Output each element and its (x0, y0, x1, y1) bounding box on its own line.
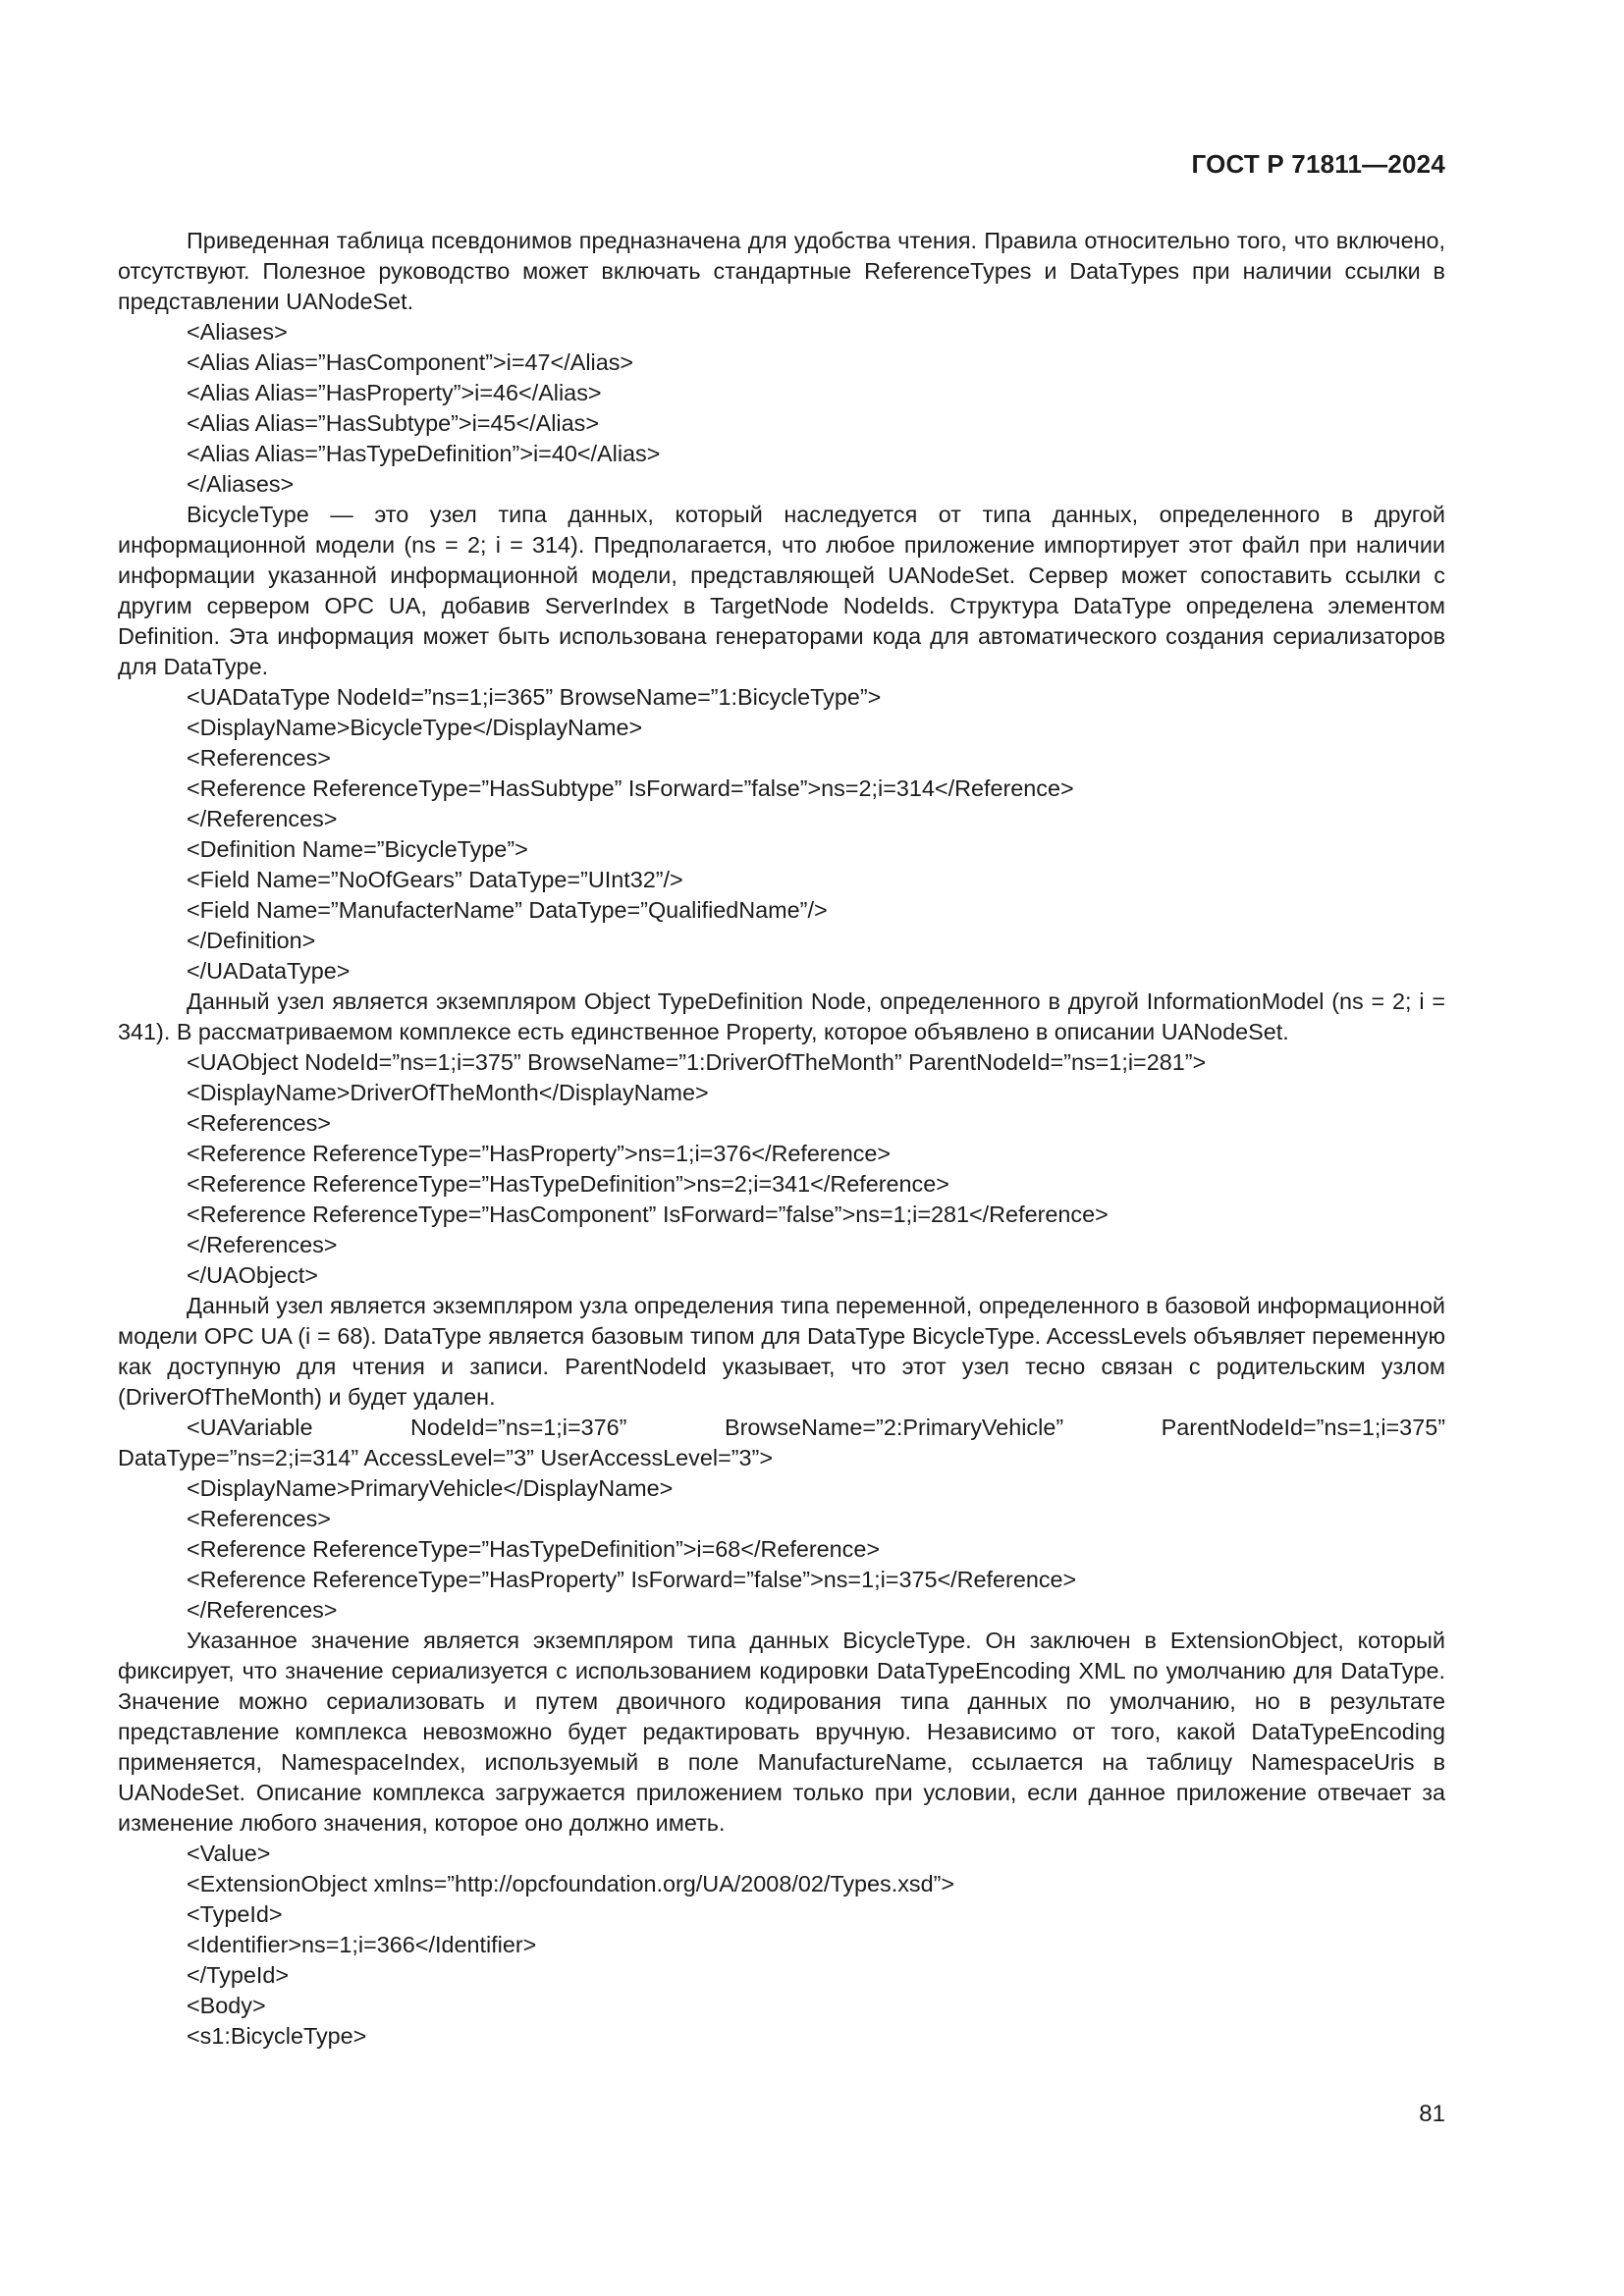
code-line: <References> (187, 1110, 331, 1136)
code-line: <Reference ReferenceType=”HasProperty” IsForward=”false”>ns=1;i=375</Reference> (187, 1567, 1077, 1592)
paragraph-object-node: Данный узел является экземпляром Object TypeDefinition Node, определенного в другой InformationModel (ns = 2; i = 341). В рассматриваемом комплексе есть единственное Property, которое объявлено в описании UANodeSet. (118, 988, 1445, 1044)
code-line: <Reference ReferenceType=”HasTypeDefinition”>ns=2;i=341</Reference> (187, 1171, 949, 1197)
code-line: <Definition Name=”BicycleType”> (187, 836, 528, 862)
code-line: </References> (187, 1597, 338, 1623)
code-line: <Alias Alias=”HasSubtype”>i=45</Alias> (187, 410, 599, 436)
code-line: </Definition> (187, 928, 316, 953)
code-line: </UADataType> (187, 958, 351, 984)
code-line: <References> (187, 1506, 331, 1531)
code-line: <TypeId> (187, 1901, 283, 1927)
code-line: <DisplayName>DriverOfTheMonth</DisplayName> (187, 1080, 709, 1105)
code-line: <Field Name=”ManufacterName” DataType=”QualifiedName”/> (187, 897, 828, 923)
code-line: <Reference ReferenceType=”HasTypeDefinition”>i=68</Reference> (187, 1536, 881, 1562)
code-line: <Reference ReferenceType=”HasComponent” IsForward=”false”>ns=1;i=281</Reference> (187, 1201, 1109, 1227)
code-line: <Reference ReferenceType=”HasProperty”>ns=1;i=376</Reference> (187, 1141, 892, 1166)
code-line-justified: <UAVariable NodeId=”ns=1;i=376” BrowseName=”2:PrimaryVehicle” ParentNodeId=”ns=1;i=375” (187, 1415, 1445, 1440)
code-line: <ExtensionObject xmlns=”http://opcfoundation.org/UA/2008/02/Types.xsd”> (187, 1871, 955, 1896)
code-line: <Alias Alias=”HasComponent”>i=47</Alias> (187, 349, 634, 375)
code-line: </TypeId> (187, 1962, 290, 1988)
paragraph-bicycletype: BicycleType — это узел типа данных, который наследуется от типа данных, определенного в другой информационной модели (ns = 2; i = 314). Предполагается, что любое приложение импортирует этот файл при наличии информации указанной информационной модели, представляющей UANodeSet. Сервер может сопоставить ссылки с другим сервером OPC UA, добавив ServerIndex в TargetNode NodeIds. Структура DataType определена элементом Definition. Эта информация может быть использована генераторами кода для автоматического создания сериализаторов для DataType. (118, 502, 1445, 679)
code-line: <Body> (187, 1993, 266, 2018)
code-line: </References> (187, 806, 338, 831)
paragraph-value-instance: Указанное значение является экземпляром типа данных BicycleType. Он заключен в ExtensionObject, который фиксирует, что значение сериализуется с использованием кодировки DataTypeEncoding XML по умолчанию для DataType. Значение можно сериализовать и путем двоичного кодирования типа данных по умолчанию, но в результате представление комплекса невозможно будет редактировать вручную. Независимо от того, какой DataTypeEncoding применяется, NamespaceIndex, используемый в поле ManufactureName, ссылается на таблицу NamespaceUris в UANodeSet. Описание комплекса загружается приложением только при условии, если данное приложение отвечает за изменение любого значения, которое оно должно иметь. (118, 1628, 1445, 1836)
code-line: <DisplayName>BicycleType</DisplayName> (187, 715, 643, 740)
code-line: <Identifier>ns=1;i=366</Identifier> (187, 1932, 537, 1957)
code-line: <Aliases> (187, 319, 288, 345)
code-line: </References> (187, 1232, 338, 1257)
code-line: <DisplayName>PrimaryVehicle</DisplayName> (187, 1475, 674, 1501)
code-line: <s1:BicycleType> (187, 2023, 367, 2049)
document-standard-header: ГОСТ Р 71811—2024 (1191, 149, 1445, 179)
code-line: <References> (187, 745, 331, 771)
code-line: </UAObject> (187, 1262, 318, 1288)
page-number: 81 (1419, 2101, 1445, 2127)
code-line: </Aliases> (187, 471, 295, 497)
code-line: <Alias Alias=”HasProperty”>i=46</Alias> (187, 380, 602, 405)
code-line: <UAObject NodeId=”ns=1;i=375” BrowseName=”1:DriverOfTheMonth” ParentNodeId=”ns=1;i=281”> (187, 1049, 1207, 1075)
paragraph-variable-node: Данный узел является экземпляром узла определения типа переменной, определенного в базовой информационной модели OPC UA (i = 68). DataType является базовым типом для DataType BicycleType. AccessLevels объявляет переменную как доступную для чтения и записи. ParentNodeId указывает, что этот узел тесно связан с родительским узлом (DriverOfTheMonth) и будет удален. (118, 1293, 1445, 1410)
code-line: <Field Name=”NoOfGears” DataType=”UInt32”/> (187, 867, 683, 892)
code-line: <Reference ReferenceType=”HasSubtype” IsForward=”false”>ns=2;i=314</Reference> (187, 775, 1074, 801)
code-line: <Alias Alias=”HasTypeDefinition”>i=40</Alias> (187, 441, 661, 466)
document-body (118, 226, 1445, 2052)
code-line-continuation: DataType=”ns=2;i=314” AccessLevel=”3” UserAccessLevel=”3”> (118, 1445, 773, 1470)
paragraph-alias-table: Приведенная таблица псевдонимов предназначена для удобства чтения. Правила относительно того, что включено, отсутствуют. Полезное руководство может включать стандартные ReferenceTypes и DataTypes при наличии ссылки в представлении UANodeSet. (118, 228, 1445, 314)
code-line: <Value> (187, 1841, 271, 1866)
code-line: <UADataType NodeId=”ns=1;i=365” BrowseName=”1:BicycleType”> (187, 684, 882, 710)
